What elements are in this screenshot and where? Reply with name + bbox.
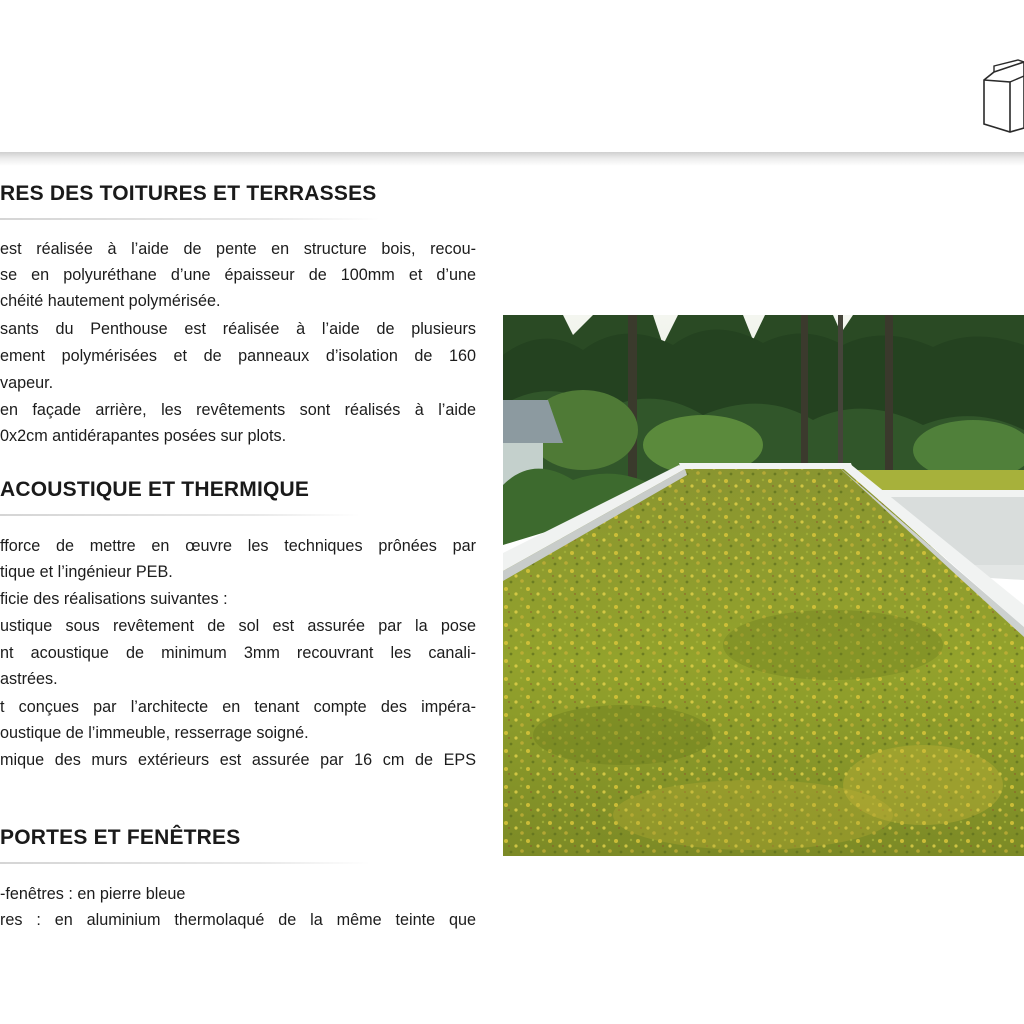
roof-line: est réalisée à l’aide de pente en structure bois, recou- (0, 240, 476, 258)
acoustic-line: fforce de mettre en œuvre les techniques prônées par (0, 537, 476, 555)
section-rule-doors (0, 862, 370, 864)
roof-line: sants du Penthouse est réalisée à l’aide de plusieurs (0, 320, 476, 338)
page-header (0, 0, 1024, 158)
header-shadow (0, 152, 1024, 166)
acoustic-line: t conçues par l’architecte en tenant compte des impéra- (0, 698, 476, 716)
roof-line: se en polyuréthane d’une épaisseur de 100mm et d’une (0, 266, 476, 284)
section-title-acoustic: ACOUSTIQUE ET THERMIQUE (0, 478, 310, 501)
acoustic-line: astrées. (0, 670, 58, 688)
logo-icon (980, 58, 1024, 134)
green-roof-photo (503, 315, 1024, 856)
roof-line: ement polymérisées et de panneaux d’isolation de 160 (0, 347, 476, 365)
section-title-doors: PORTES ET FENÊTRES (0, 826, 241, 849)
section-rule-acoustic (0, 514, 360, 516)
acoustic-line: tique et l’ingénieur PEB. (0, 563, 173, 581)
acoustic-line: ficie des réalisations suivantes : (0, 590, 228, 608)
doors-line: -fenêtres : en pierre bleue (0, 885, 186, 903)
acoustic-line: oustique de l’immeuble, resserrage soigné. (0, 724, 309, 742)
section-rule-roof (0, 218, 380, 220)
roof-line: vapeur. (0, 374, 54, 392)
roof-line: chéité hautement polymérisée. (0, 292, 221, 310)
roof-line: 0x2cm antidérapantes posées sur plots. (0, 427, 287, 445)
section-title-roof: RES DES TOITURES ET TERRASSES (0, 182, 377, 205)
acoustic-line: ustique sous revêtement de sol est assurée par la pose (0, 617, 476, 635)
doors-line: res : en aluminium thermolaqué de la même teinte que (0, 911, 476, 929)
acoustic-line: mique des murs extérieurs est assurée par 16 cm de EPS (0, 751, 476, 769)
roof-line: en façade arrière, les revêtements sont réalisés à l’aide (0, 401, 476, 419)
green-roof-illustration (503, 315, 1024, 856)
acoustic-line: nt acoustique de minimum 3mm recouvrant les canali- (0, 644, 476, 662)
